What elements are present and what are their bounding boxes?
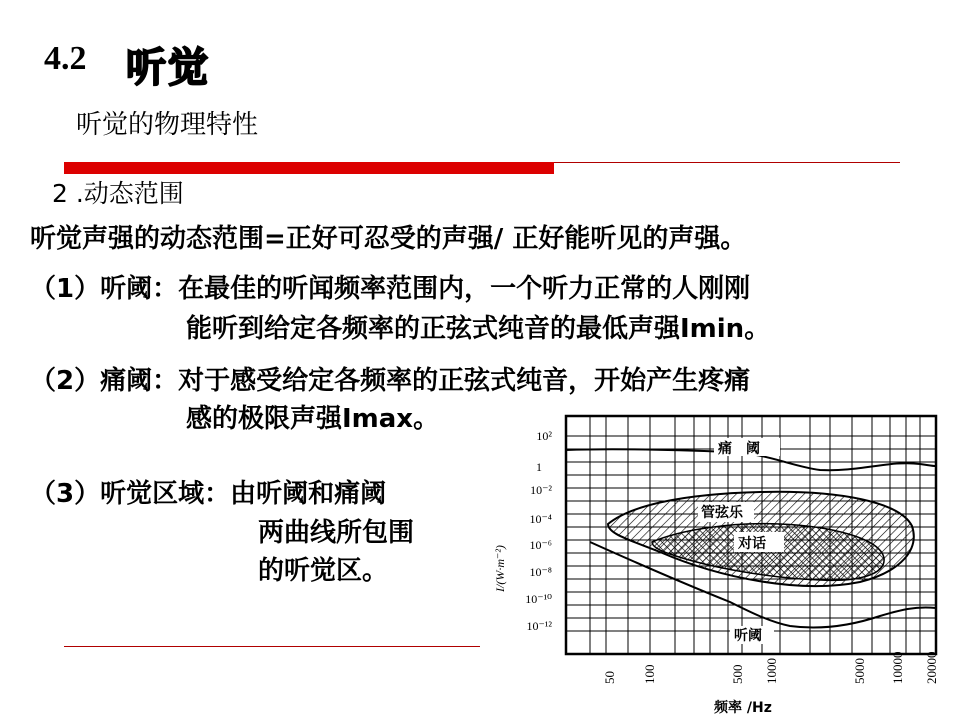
item-1-line-2: 能听到给定各频率的正弦式纯音的最低声强Imin。 bbox=[186, 314, 771, 344]
x-tick: 500 bbox=[730, 664, 745, 684]
section-number: 4.2 bbox=[44, 40, 87, 77]
item-3-text: 由听阈和痛阈 bbox=[230, 479, 387, 509]
y-tick: 10⁻¹⁰ bbox=[525, 592, 552, 606]
y-tick: 10⁻⁶ bbox=[529, 538, 552, 552]
y-tick: 10² bbox=[536, 429, 552, 443]
section-heading: 2 .动态范围 bbox=[52, 179, 184, 208]
x-axis-label: 频率 /Hz bbox=[714, 700, 772, 716]
item-2-line-1 bbox=[30, 360, 750, 397]
page-title: 听觉 bbox=[126, 45, 210, 91]
item-3-line-3: 的听觉区。 bbox=[258, 556, 389, 586]
subtitle: 听觉的物理特性 bbox=[76, 110, 259, 140]
y-tick: 10⁻¹² bbox=[526, 619, 552, 633]
item-3-line-1 bbox=[30, 473, 386, 510]
x-tick: 20000 bbox=[924, 651, 939, 684]
item-1-line-1 bbox=[30, 268, 750, 305]
item-3-line-2: 两曲线所包围 bbox=[258, 518, 415, 548]
music-label: 管弦乐 bbox=[701, 505, 743, 521]
accent-bar bbox=[64, 162, 554, 174]
x-tick: 10000 bbox=[890, 651, 905, 684]
x-tick: 5000 bbox=[852, 658, 867, 684]
pain-threshold-label: 痛 阈 bbox=[718, 441, 760, 457]
hearing-threshold-label: 听阈 bbox=[734, 628, 762, 644]
y-tick: 1 bbox=[536, 460, 542, 474]
y-tick: 10⁻⁸ bbox=[529, 565, 552, 579]
hearing-area-figure bbox=[480, 402, 960, 720]
item-1-text: 在最佳的听闻频率范围内，一个听力正常的人刚刚 bbox=[178, 274, 751, 304]
y-tick: 10⁻⁴ bbox=[529, 512, 552, 526]
item-2-label: （2）痛阈： bbox=[30, 366, 179, 396]
definition-text: 听觉声强的动态范围=正好可忍受的声强/ 正好能听见的声强。 bbox=[30, 224, 747, 254]
x-tick: 100 bbox=[642, 664, 657, 684]
item-2-text: 对于感受给定各频率的正弦式纯音，开始产生疼痛 bbox=[178, 366, 751, 396]
speech-label: 对话 bbox=[738, 536, 766, 552]
item-3-label: （3）听觉区域： bbox=[30, 479, 231, 509]
y-axis-label: I/(W·m⁻²) bbox=[493, 545, 507, 592]
item-2-line-2: 感的极限声强Imax。 bbox=[186, 404, 440, 434]
x-tick: 50 bbox=[602, 671, 617, 684]
item-1-label: （1）听阈： bbox=[30, 274, 179, 304]
y-tick: 10⁻² bbox=[530, 483, 552, 497]
x-tick: 1000 bbox=[764, 658, 779, 684]
